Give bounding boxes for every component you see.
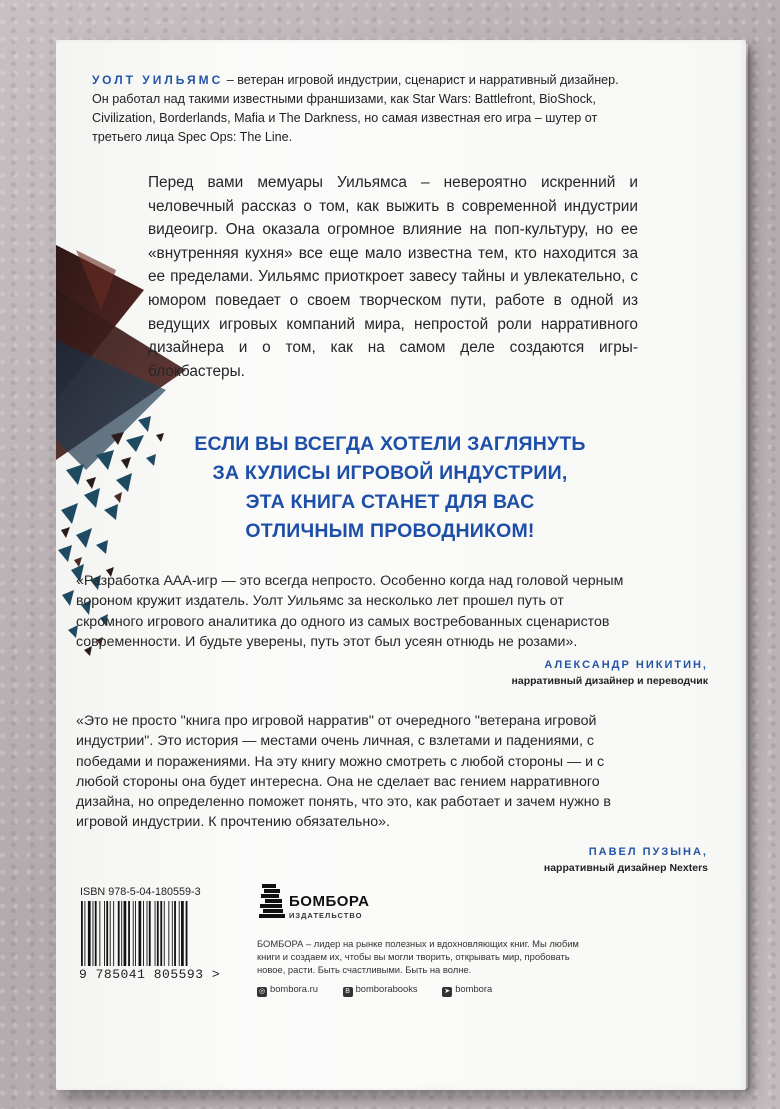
quote-author: ПАВЕЛ ПУЗЫНА, xyxy=(588,846,708,858)
social-link[interactable] xyxy=(442,983,492,997)
quote-attribution xyxy=(512,657,708,689)
social-label: bomborabooks xyxy=(355,983,418,994)
barcode-number: 9 785041 805593 > xyxy=(79,967,221,982)
logo-name: БОМБОРА xyxy=(289,893,370,910)
headline xyxy=(130,430,650,546)
instagram-icon: ◎ xyxy=(258,988,266,995)
social-label: bombora.ru xyxy=(270,983,318,994)
review-quote: «Разработка AAA-игр — это всегда непросто. Особенно когда над головой черным вороном кружит издатель. Уолт Уильямс за несколько лет прошел путь от скромного игрового аналитика до одного из самых востребованных сценаристов современности. И будьте уверены, путь этот был усеян отнюдь не розами». xyxy=(76,573,624,650)
telegram-icon: ➤ xyxy=(442,987,452,997)
quote-role: нарративный дизайнер и переводчик xyxy=(511,675,708,687)
headline-line: ЗА КУЛИСЫ ИГРОВОЙ ИНДУСТРИИ, xyxy=(212,462,568,484)
author-bio xyxy=(92,71,632,147)
vk-icon: В xyxy=(343,987,353,997)
headline-line: ЕСЛИ ВЫ ВСЕГДА ХОТЕЛИ ЗАГЛЯНУТЬ xyxy=(194,433,586,455)
isbn-label: ISBN 978-5-04-180559-3 xyxy=(80,886,201,898)
intro-paragraph: Перед вами мемуары Уильямса – невероятно искренний и человечный рассказ о том, как выжить в современной индустрии видеоигр. Она оказала огромное влияние на поп-культуру, но ее «внутренняя кухня» все еще мало известна тем, кто находится за ее пределами. Уильямс приоткроет завесу тайны и увлекательно, с юмором поведает о своем творческом пути, работе в одной из ведущих игровых компаний мира, непростой роли нарративного дизайнера и о том, как на самом деле создаются игры-блокбастеры. xyxy=(148,174,638,380)
publisher-description: БОМБОРА – лидер на рынке полезных и вдохновляющих книг. Мы любим книги и создаем их, чтобы вы могли творить, открывать мир, пробовать новое, расти. Быть счастливыми. Быть на волне. xyxy=(257,938,579,975)
quote-role: нарративный дизайнер Nexters xyxy=(543,862,708,874)
headline-line: ЭТА КНИГА СТАНЕТ ДЛЯ ВАС xyxy=(245,491,535,513)
social-label: bombora xyxy=(455,983,493,994)
headline-line: ОТЛИЧНЫМ ПРОВОДНИКОМ! xyxy=(245,520,535,542)
author-bio-text: – ветеран игровой индустрии, сценарист и нарративный дизайнер. Он работал над такими известными франшизами, как Star Wars: Battlefront, BioShock, Civilization, Borderlands, Mafia и The Darkness, но самая известная его игра – шутер от третьего лица Spec Ops: The Line. xyxy=(92,73,619,144)
social-link[interactable] xyxy=(257,983,318,997)
social-link[interactable] xyxy=(343,983,418,997)
social-links xyxy=(257,983,514,997)
review-quote: «Это не просто "книга про игровой нарратив" от очередного "ветерана игровой индустрии". Это история — местами очень личная, с взлетами и падениями, с победами и поражениями. На эту книгу можно смотреть с любой стороны — и с любой стороны она будет интересна. Она не сделает вас гением нарративного дизайна, но определенно поможет понять, что это, как работает и зачем нужно в игровой индустрии. К прочтению обязательно». xyxy=(76,713,611,831)
barcode-image xyxy=(80,901,223,966)
author-name: УОЛТ УИЛЬЯМС xyxy=(92,73,224,87)
quote-author: АЛЕКСАНДР НИКИТИН, xyxy=(544,659,708,671)
quote-attribution xyxy=(544,844,708,876)
logo-subtitle: ИЗДАТЕЛЬСТВО xyxy=(289,911,363,920)
